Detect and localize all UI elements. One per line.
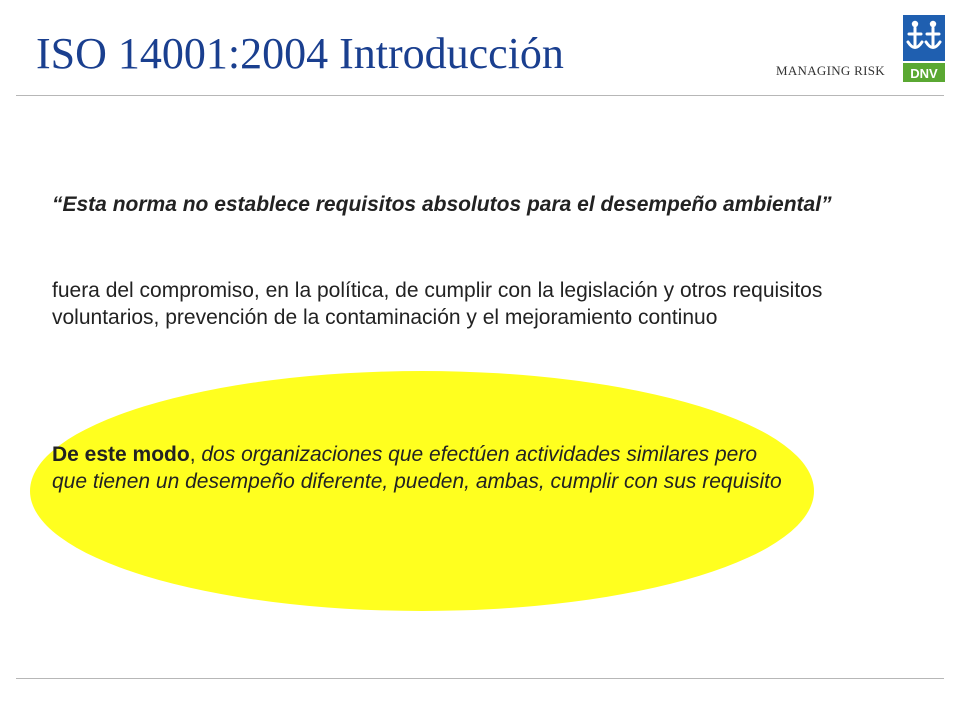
header-divider (16, 95, 944, 96)
quote-text: “Esta norma no establece requisitos absolutos para el desempeño ambiental” (52, 193, 832, 216)
highlight-separator: , (189, 443, 202, 466)
footer-divider (16, 678, 944, 679)
body-paragraph: fuera del compromiso, en la política, de cumplir con la legislación y otros requisitos voluntarios, prevención de la contaminación y el mejoramiento continuo (52, 279, 823, 329)
highlight-lead: De este modo (52, 443, 190, 466)
logo-brand-text: DNV (910, 66, 938, 81)
slide-title: ISO 14001:2004 Introducción (36, 29, 564, 78)
highlight-paragraph (52, 441, 792, 495)
dnv-logo-icon (903, 15, 945, 82)
highlight-rest: dos organizaciones que efectúen actividades similares pero que tienen un desempeño diferente, pueden, ambas, cumplir con sus requisito (52, 443, 782, 493)
logo-figure-left-head (912, 21, 918, 27)
logo-tagline: MANAGING RISK (776, 63, 885, 78)
logo-blue-panel (903, 15, 945, 61)
logo-figure-right-head (930, 21, 936, 27)
